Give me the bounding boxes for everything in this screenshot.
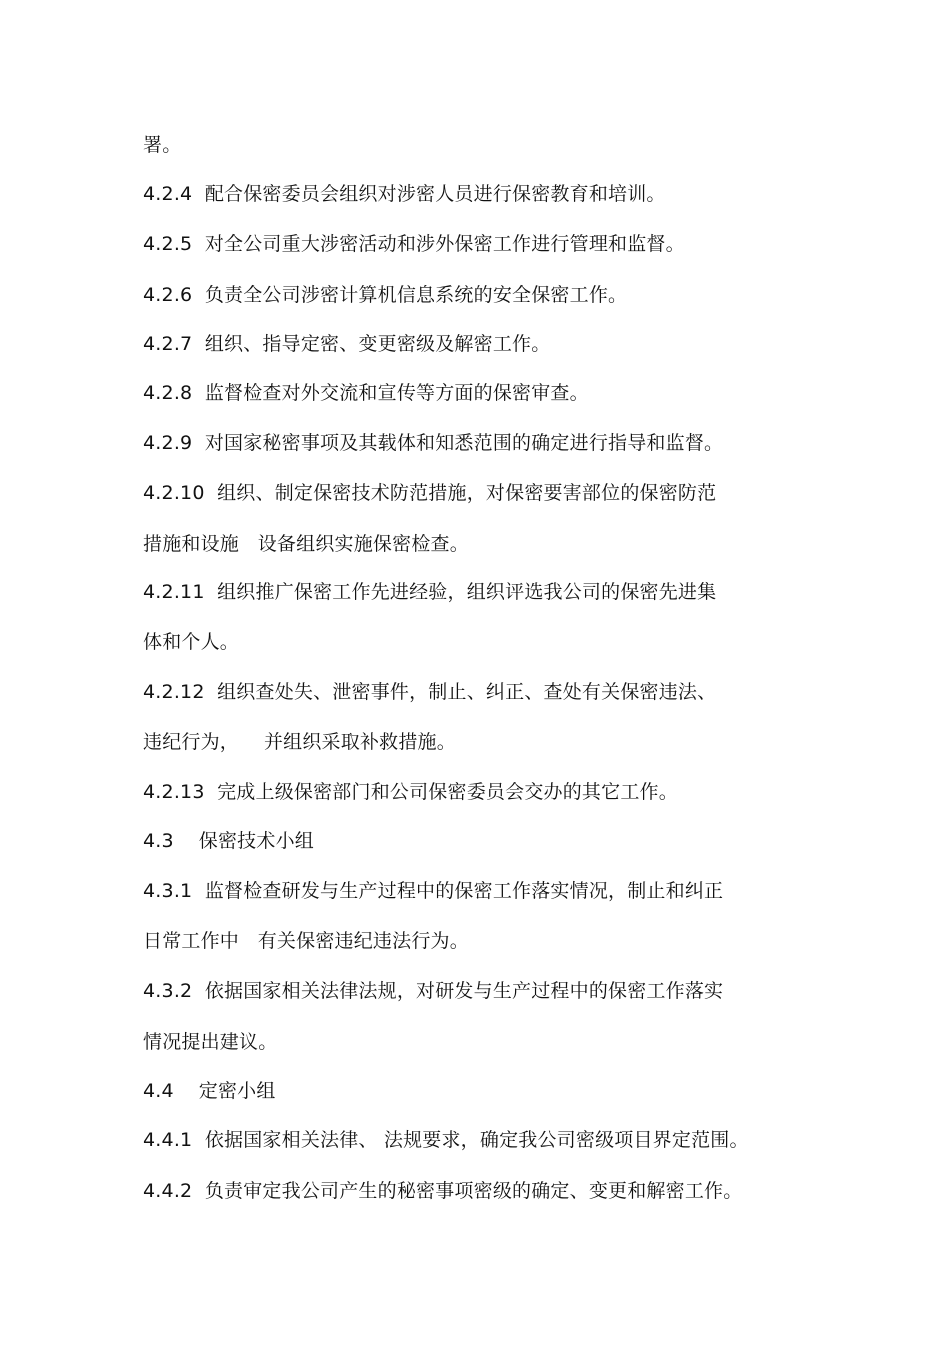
text-line-4-2-9: 4.2.9 对国家秘密事项及其载体和知悉范围的确定进行指导和监督。	[143, 432, 724, 454]
text-line-4-3-1-cont: 日常工作中 有关保密违纪违法行为。	[143, 930, 469, 952]
text-line-continuation-shu: 署。	[143, 134, 182, 156]
text-line-4-2-6: 4.2.6 负责全公司涉密计算机信息系统的安全保密工作。	[143, 284, 628, 306]
text-line-4-4-1: 4.4.1 依据国家相关法律、 法规要求，确定我公司密级项目界定范围。	[143, 1129, 749, 1151]
text-line-4-2-4: 4.2.4 配合保密委员会组织对涉密人员进行保密教育和培训。	[143, 183, 666, 205]
text-line-4-2-11-cont: 体和个人。	[143, 631, 240, 653]
text-line-4-3-2: 4.3.2 依据国家相关法律法规，对研发与生产过程中的保密工作落实	[143, 980, 724, 1002]
section-heading-4-3: 4.3 保密技术小组	[143, 830, 314, 852]
text-line-4-2-10-cont: 措施和设施 设备组织实施保密检查。	[143, 533, 469, 555]
text-line-4-3-2-cont: 情况提出建议。	[143, 1031, 278, 1053]
text-line-4-4-2: 4.4.2 负责审定我公司产生的秘密事项密级的确定、变更和解密工作。	[143, 1180, 743, 1202]
text-line-4-2-12-cont: 违纪行为， 并组织采取补救措施。	[143, 731, 456, 753]
text-line-4-2-11: 4.2.11 组织推广保密工作先进经验，组织评选我公司的保密先进集	[143, 581, 717, 603]
section-heading-4-4: 4.4 定密小组	[143, 1080, 276, 1102]
text-line-4-2-10: 4.2.10 组织、制定保密技术防范措施，对保密要害部位的保密防范	[143, 482, 717, 504]
text-line-4-2-12: 4.2.12 组织查处失、泄密事件，制止、纠正、查处有关保密违法、	[143, 681, 717, 703]
text-line-4-3-1: 4.3.1 监督检查研发与生产过程中的保密工作落实情况，制止和纠正	[143, 880, 724, 902]
text-line-4-2-13: 4.2.13 完成上级保密部门和公司保密委员会交办的其它工作。	[143, 781, 678, 803]
text-line-4-2-8: 4.2.8 监督检查对外交流和宣传等方面的保密审查。	[143, 382, 589, 404]
text-line-4-2-5: 4.2.5 对全公司重大涉密活动和涉外保密工作进行管理和监督。	[143, 233, 685, 255]
text-line-4-2-7: 4.2.7 组织、指导定密、变更密级及解密工作。	[143, 333, 551, 355]
